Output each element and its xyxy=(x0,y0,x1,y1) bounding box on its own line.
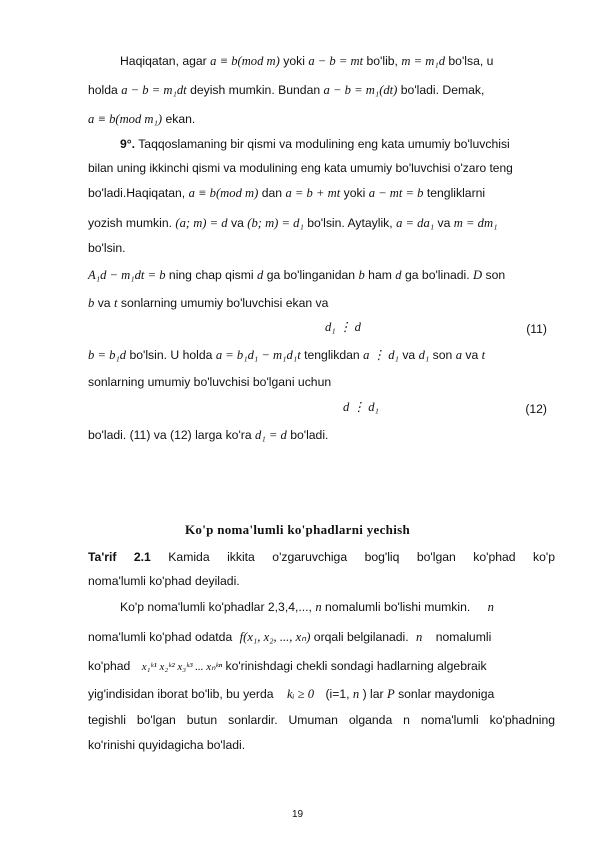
text: Ko'p noma'lumli ko'phadlar 2,3,4,..., xyxy=(120,600,312,614)
text: ham xyxy=(368,268,392,282)
formula: a − mt = b xyxy=(368,186,424,200)
equation-12: d ⋮ d₁ xyxy=(343,400,379,414)
text: orqali belgilanadi. xyxy=(313,630,409,644)
text: yig'indisidan iborat bo'lib, bu yerda xyxy=(88,687,274,701)
formula: n xyxy=(416,630,423,644)
text-line xyxy=(120,54,493,69)
formula: b = b₁d xyxy=(88,348,127,362)
formula: D xyxy=(473,268,483,282)
formula: kᵢ ≥ 0 xyxy=(286,687,315,701)
item-number: 9°. xyxy=(120,137,136,151)
text: tenglikdan xyxy=(304,348,360,362)
formula: a = b₁d₁ − m₁d₁t xyxy=(215,348,301,362)
formula: b xyxy=(358,268,365,282)
text-line xyxy=(88,83,484,98)
equation-number: (11) xyxy=(526,322,547,336)
formula: P xyxy=(386,687,395,701)
equation-number: (12) xyxy=(525,402,547,416)
text-line xyxy=(88,659,487,675)
text-line xyxy=(88,348,485,363)
formula: m = m₁d xyxy=(401,54,446,68)
formula: d xyxy=(395,268,402,282)
text: sonlarning umumiy bo'luvchisi bo'lgani uchun xyxy=(88,375,332,389)
text-line xyxy=(88,296,328,311)
text-line xyxy=(120,137,510,152)
text: Taqqoslamaning bir qismi va modulining eng kata umumiy bo'luvchisi xyxy=(138,137,510,151)
formula: a − b = m₁dt xyxy=(121,83,187,97)
text: ) lar xyxy=(362,687,384,701)
formula: a − b = m₁(dt) xyxy=(323,83,398,97)
text: yoki xyxy=(343,186,366,200)
formula: a − b = mt xyxy=(308,54,364,68)
text: ning chap qismi xyxy=(168,268,254,282)
text: ekan. xyxy=(165,112,196,126)
text-line xyxy=(88,574,240,589)
text-line xyxy=(88,738,245,753)
text-line xyxy=(88,241,126,256)
text-line xyxy=(88,112,195,127)
text: tegishli bo'lgan butun sonlardir. Umuman olganda n noma'lumli ko'phadning xyxy=(88,713,555,727)
formula: d₁ = d xyxy=(255,428,287,442)
formula: t xyxy=(113,296,118,310)
text-line xyxy=(88,216,497,231)
text: sonlar maydoniga xyxy=(398,687,495,701)
text: yozish mumkin. xyxy=(88,216,172,230)
text-line xyxy=(88,550,555,565)
text-line xyxy=(120,600,494,615)
text: bo'ladi. xyxy=(290,428,329,442)
page-number: 19 xyxy=(291,809,304,820)
text: son xyxy=(432,348,453,362)
text-line xyxy=(88,713,555,728)
text: deyish mumkin. Bundan xyxy=(190,83,321,97)
text: bilan uning ikkinchi qismi va modulining eng kata umumiy bo'luvchisi o'zaro teng xyxy=(88,161,513,175)
text: dan xyxy=(261,186,283,200)
text: ko'rinishdagi chekli sondagi hadlarning algebraik xyxy=(225,659,487,673)
formula: n xyxy=(487,600,494,614)
formula: (b; m) = d₁ xyxy=(247,216,304,230)
text: noma'lumli ko'phad odatda xyxy=(88,630,233,644)
formula: a ≡ b(mod m) xyxy=(188,186,259,200)
text-line xyxy=(88,186,485,201)
text-line xyxy=(88,375,331,390)
formula: d₁ xyxy=(418,348,430,362)
formula: d xyxy=(257,268,264,282)
text: bo'lsa, u xyxy=(448,54,494,68)
formula: a = b + mt xyxy=(285,186,341,200)
formula: A₁d − m₁dt = b xyxy=(88,268,166,282)
text-line xyxy=(88,428,328,443)
text-line xyxy=(88,687,494,702)
text: ko'rinishi quyidagicha bo'ladi. xyxy=(88,738,246,752)
text: va xyxy=(402,348,416,362)
formula: b xyxy=(88,296,95,310)
text: yoki xyxy=(283,54,305,68)
section-heading: Ko'p noma'lumli ko'phadlarni yechish xyxy=(185,522,410,537)
formula: a = da₁ xyxy=(396,216,435,230)
text: nomalumli xyxy=(435,630,492,644)
text: va xyxy=(97,296,111,310)
text: bo'ladi. (11) va (12) larga ko'ra xyxy=(88,428,252,442)
text: noma'lumli ko'phad deyiladi. xyxy=(88,574,240,588)
text: bo'lib, xyxy=(366,54,398,68)
text: ko'phad xyxy=(88,659,131,673)
text: ga bo'linadi. xyxy=(404,268,470,282)
text: sonlarning umumiy bo'luvchisi ekan va xyxy=(120,296,329,310)
text: bo'ladi. Demak, xyxy=(400,83,485,97)
formula: a ≡ b(mod m) xyxy=(210,54,280,68)
formula: t xyxy=(481,348,486,362)
text: va xyxy=(230,216,244,230)
text: Kamida ikkita o'zgaruvchiga bog'liq bo'lgan ko'phad ko'p xyxy=(168,550,556,564)
text-line xyxy=(88,630,491,645)
formula: a xyxy=(455,348,463,362)
text: tengliklarni xyxy=(426,186,486,200)
formula: (a; m) = d xyxy=(175,216,228,230)
text: va xyxy=(437,216,451,230)
text: bo'lsin. Aytaylik, xyxy=(307,216,393,230)
text: (i=1, xyxy=(325,687,350,701)
definition-label: Ta'rif 2.1 xyxy=(88,550,151,564)
formula: a ⋮ d₁ xyxy=(363,348,399,362)
formula: m = dm₁ xyxy=(453,216,498,230)
formula: x₁ᵏ¹ x₂ᵏ² x₃ᵏ³ ... xₙᵏⁿ xyxy=(141,661,223,673)
formula: n xyxy=(352,687,360,701)
text: ga bo'linganidan xyxy=(266,268,356,282)
text: va xyxy=(465,348,479,362)
equation-11: d₁ ⋮ d xyxy=(325,320,361,334)
formula: n xyxy=(315,600,322,614)
text: holda xyxy=(88,83,118,97)
formula: f(x₁, x₂, ..., xₙ) xyxy=(239,630,311,644)
text: bo'lsin. xyxy=(88,241,126,255)
text: bo'lsin. U holda xyxy=(129,348,213,362)
text-line xyxy=(88,161,513,176)
formula: a ≡ b(mod m₁) xyxy=(88,112,163,126)
text: Haqiqatan, agar xyxy=(120,54,207,68)
text-line xyxy=(88,268,505,283)
text: son xyxy=(485,268,506,282)
text: nomalumli bo'lishi mumkin. xyxy=(325,600,471,614)
text: bo'ladi.Haqiqatan, xyxy=(88,186,186,200)
